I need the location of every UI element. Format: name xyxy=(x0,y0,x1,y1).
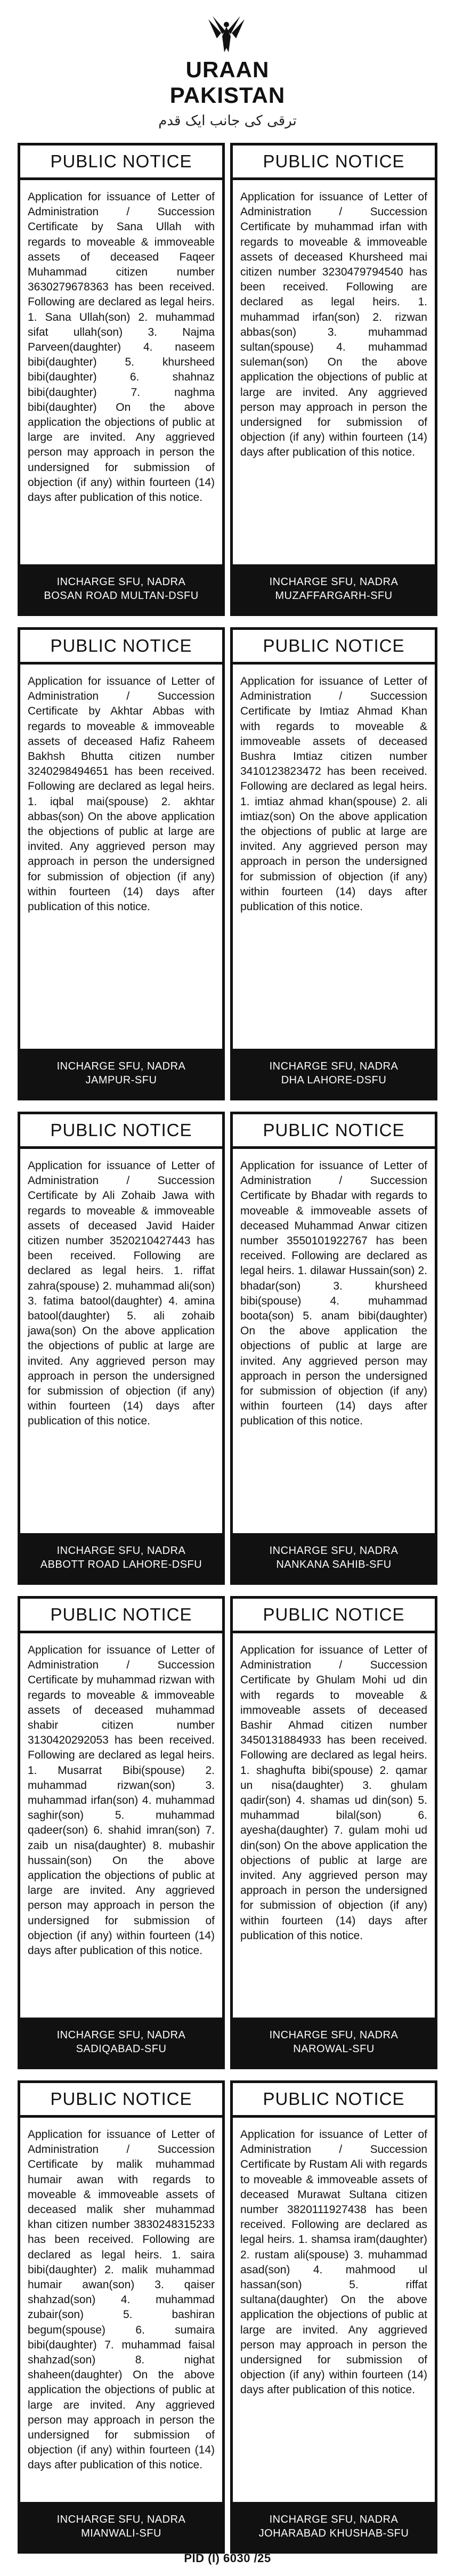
notice-heading: PUBLIC NOTICE xyxy=(20,1114,222,1149)
notice-body: Application for issuance of Letter of Administration / Succession Certificate by Akhtar Abbas with regards to moveable & immoveable assets of deceased Hafiz Raheem Bakhsh Bhutta citizen number 3240298494651 has been received. Following are declared as legal heirs. 1. iqbal mai(spouse) 2. akhtar abbas(son) On the above application the objections of public at large are invited. Any aggrieved person may approach in person the undersigned for submission of objection (if any) within fourteen (14) days after publication of this notice. xyxy=(28,675,215,913)
notice-footer xyxy=(233,1049,435,1098)
public-notice xyxy=(18,627,225,1100)
notice-footer-line1: INCHARGE SFU, NADRA xyxy=(269,1545,399,1557)
notice-heading: PUBLIC NOTICE xyxy=(233,145,435,180)
notice-footer-line2: JAMPUR-SFU xyxy=(85,1074,157,1086)
notice-body: Application for issuance of Letter of Administration / Succession Certificate by muhammad irfan with regards to moveable & immoveable assets of deceased Khursheed mai citizen number 3230479794540 has been received. Following are declared as legal heirs. 1. muhammad irfan(son) 2. rizwan abbas(son) 3. muhammad sultan(spouse) 4. muhammad suleman(son) On the above application the objections of public at large are invited. Any aggrieved person may approach in person the undersigned for submission of objection (if any) within fourteen (14) days after publication of this notice. xyxy=(240,191,427,459)
notices-row xyxy=(18,1596,437,2069)
notices-grid xyxy=(18,143,437,2565)
notice-footer xyxy=(20,1049,222,1098)
notice-footer-line2: ABBOTT ROAD LAHORE-DSFU xyxy=(40,1559,202,1570)
notice-heading: PUBLIC NOTICE xyxy=(20,1599,222,1633)
notice-body: Application for issuance of Letter of Administration / Succession Certificate by Imtiaz Ahmad Khan with regards to moveable & immoveable assets of deceased Bushra Imtiaz citizen number 3410123823472 has been received. Following are declared as legal heirs. 1. imtiaz ahmad khan(spouse) 2. ali imtiaz(son) On the above application the objections of public at large are invited. Any aggrieved person may approach in person the undersigned for submission of objection (if any) within fourteen (14) days after publication of this notice. xyxy=(240,675,427,913)
notice-footer-line2: MUZAFFARGARH-SFU xyxy=(275,590,393,602)
notice-heading: PUBLIC NOTICE xyxy=(20,630,222,665)
notice-body: Application for issuance of Letter of Administration / Succession Certificate by muhammad rizwan with regards to moveable & immoveable assets of deceased muhammad shabir citizen number 3130420292053 has been received. Following are declared as legal heirs. 1. Musarrat Bibi(spouse) 2. muhammad rizwan(son) 3. muhammad irfan(son) 4. muhammad saghir(son) 5. muhammad qadeer(son) 6. shahid imran(son) 7. zaib un nisa(daughter) 8. mubashir hussain(son) On the above application the objections of public at large are invited. Any aggrieved person may approach in person the undersigned for submission of objection (if any) within fourteen (14) days after publication of this notice. xyxy=(28,1644,215,1957)
notice-heading: PUBLIC NOTICE xyxy=(233,2083,435,2118)
notice-footer xyxy=(20,2018,222,2067)
public-notice xyxy=(230,2080,437,2554)
notice-footer xyxy=(20,1533,222,1582)
notice-heading: PUBLIC NOTICE xyxy=(20,145,222,180)
publication-id: PID (I) 6030 /25 xyxy=(184,2551,271,2565)
public-notice xyxy=(18,143,225,616)
notices-row xyxy=(18,143,437,616)
logo-name-line2: PAKISTAN xyxy=(169,83,286,108)
notice-footer-line2: NAROWAL-SFU xyxy=(293,2043,375,2055)
notice-footer-line1: INCHARGE SFU, NADRA xyxy=(269,1060,399,1072)
public-notice xyxy=(18,1596,225,2069)
notice-body: Application for issuance of Letter of Administration / Succession Certificate by Ghulam Mohi ud din with regards to moveable & immoveable assets of deceased Bashir Ahmad citizen number 3450131884933 has been received. Following are declared as legal heirs. 1. shaghufta bibi(spouse) 2. qamar un nisa(daughter) 3. ghulam qadir(son) 4. shamas ud din(son) 5. muhammad bilal(son) 6. ayesha(daughter) 7. gulam mohi ud din(son) On the above application the objections of public at large are invited. Any aggrieved person may approach in person the undersigned for submission of objection (if any) within fourteen (14) days after publication of this notice. xyxy=(240,1644,427,1942)
notice-footer-line1: INCHARGE SFU, NADRA xyxy=(269,576,399,588)
notice-footer-line1: INCHARGE SFU, NADRA xyxy=(56,1060,186,1072)
masthead xyxy=(0,0,455,143)
logo-tagline: ترقی کی جانب ایک قدم xyxy=(158,113,297,129)
bird-logo-icon xyxy=(205,15,248,53)
notice-heading: PUBLIC NOTICE xyxy=(233,1114,435,1149)
notice-body: Application for issuance of Letter of Administration / Succession Certificate by Sana Ullah with regards to moveable & immoveable assets of deceased Faqeer Muhammad citizen number 3630279678363 has been received. Following are declared as legal heirs. 1. Sana Ullah(son) 2. muhammad sifat ullah(son) 3. Najma Parveen(daughter) 4. naseem bibi(daughter) 5. khursheed bibi(daughter) 6. shahnaz bibi(daughter) 7. naghma bibi(daughter) On the above application the objections of public at large are invited. Any aggrieved person may approach in person the undersigned for submission of objection (if any) within fourteen (14) days after publication of this notice. xyxy=(28,191,215,504)
notice-footer-line2: DHA LAHORE-DSFU xyxy=(281,1074,387,1086)
public-notice xyxy=(230,627,437,1100)
notice-footer-line2: MIANWALI-SFU xyxy=(81,2528,161,2539)
notice-footer xyxy=(233,564,435,613)
notice-footer xyxy=(233,2502,435,2551)
notice-body: Application for issuance of Letter of Administration / Succession Certificate by Rustam Ali with regards to moveable & immoveable assets of deceased Murawat Sultana citizen number 3820111927438 has been received. Following are declared as legal heirs. 1. shamsa iram(daughter) 2. rustam ali(spouse) 3. muhammad asad(son) 4. mahmood ul hassan(son) 5. riffat sultana(daughter) On the above application the objections of public at large are invited. Any aggrieved person may approach in person the undersigned for submission of objection (if any) within fourteen (14) days after publication of this notice. xyxy=(240,2128,427,2396)
notice-footer-line2: NANKANA SAHIB-SFU xyxy=(276,1559,392,1570)
notice-body: Application for issuance of Letter of Administration / Succession Certificate by Bhadar with regards to moveable & immoveable assets of deceased Muhammad Anwar citizen number 3550101922767 has been received. Following are declared as legal heirs. 1. dilawar Hussain(son) 2. bhadar(son) 3. khursheed bibi(spouse) 4. muhammad boota(son) 5. anam bibi(daughter) On the above application the objections of public at large are invited. Any aggrieved person may approach in person the undersigned for submission of objection (if any) within fourteen (14) days after publication of this notice. xyxy=(240,1160,427,1428)
notice-footer-line1: INCHARGE SFU, NADRA xyxy=(56,1545,186,1557)
notices-row xyxy=(18,627,437,1100)
notice-footer xyxy=(233,1533,435,1582)
notice-heading: PUBLIC NOTICE xyxy=(20,2083,222,2118)
public-notice xyxy=(230,1112,437,1585)
notice-footer-line2: JOHARABAD KHUSHAB-SFU xyxy=(258,2528,409,2539)
notice-footer-line1: INCHARGE SFU, NADRA xyxy=(56,576,186,588)
public-notice xyxy=(18,1112,225,1585)
notice-footer-line2: BOSAN ROAD MULTAN-DSFU xyxy=(44,590,199,602)
notice-footer xyxy=(233,2018,435,2067)
notice-heading: PUBLIC NOTICE xyxy=(233,1599,435,1633)
notice-footer xyxy=(20,2502,222,2551)
notice-heading: PUBLIC NOTICE xyxy=(233,630,435,665)
notice-footer-line1: INCHARGE SFU, NADRA xyxy=(56,2029,186,2041)
notice-footer-line2: SADIQABAD-SFU xyxy=(76,2043,167,2055)
notice-body: Application for issuance of Letter of Administration / Succession Certificate by Ali Zohaib Jawa with regards to moveable & immoveable assets of deceased Javid Haider citizen number 3520210427443 has been received. Following are declared as legal heirs. 1. riffat zahra(spouse) 2. muhammad ali(son) 3. fatima batool(daughter) 4. amina batool(daughter) 5. ali zohaib jawa(son) On the above application the objections of public at large are invited. Any aggrieved person may approach in person the undersigned for submission of objection (if any) within fourteen (14) days after publication of this notice. xyxy=(28,1160,215,1428)
notice-body: Application for issuance of Letter of Administration / Succession Certificate by malik muhammad humair awan with regards to moveable & immoveable assets of deceased malik sher muhammad khan citizen number 3830248315233 has been received. Following are declared as legal heirs. 1. saira bibi(daughter) 2. malik muhammad humair awan(son) 3. qaiser shahzad(son) 4. muhammad zubair(son) 5. bashiran begum(spouse) 6. sumaira bibi(daughter) 7. muhammad faisal shahzad(son) 8. nighat shaheen(daughter) On the above application the objections of public at large are invited. Any aggrieved person may approach in person the undersigned for submission of objection (if any) within fourteen (14) days after publication of this notice. xyxy=(28,2128,215,2472)
public-notice xyxy=(230,143,437,616)
public-notice xyxy=(18,2080,225,2554)
logo-name-line1: URAAN xyxy=(185,57,270,82)
public-notice xyxy=(230,1596,437,2069)
notice-footer-line1: INCHARGE SFU, NADRA xyxy=(269,2514,399,2525)
notices-row xyxy=(18,2080,437,2554)
notice-footer xyxy=(20,564,222,613)
notice-footer-line1: INCHARGE SFU, NADRA xyxy=(56,2514,186,2525)
notices-row xyxy=(18,1112,437,1585)
notice-footer-line1: INCHARGE SFU, NADRA xyxy=(269,2029,399,2041)
